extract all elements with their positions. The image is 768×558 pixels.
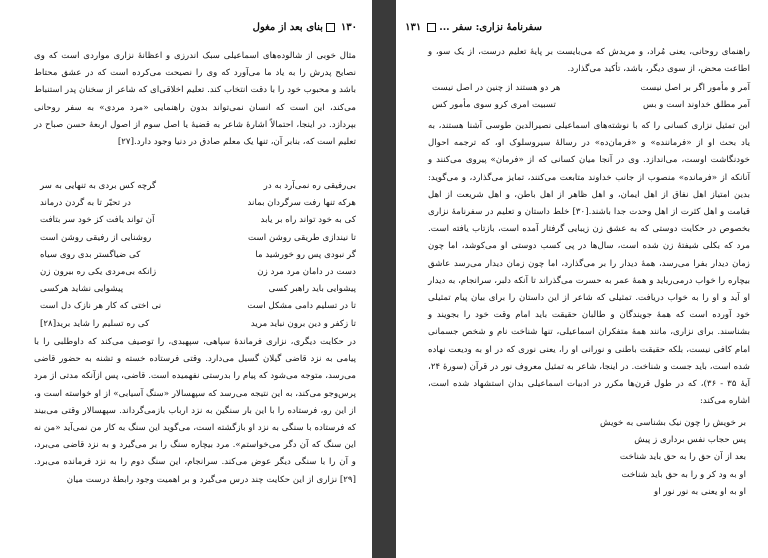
left-paragraph-2 — [34, 334, 356, 489]
verse-left: کی ضیاگستر بدی روی سیاه — [40, 249, 141, 260]
verse-right: دست در دامان مرد مرد زن — [257, 267, 356, 278]
poem-couplet — [40, 316, 356, 333]
paragraph-text: در حکایت دیگری، نزاری فرماندهٔ سپاهی، سپهبدی، را توصیف می‌کند که داوطلبی را با پیامی به نزد قاضی گیلان گسیل می‌دارد. وقتی فرستاده خسته و تشنه به حضور قاضی می‌رسد، متوجه می‌شود که پیام را بدرستی نفهمیده است. قاضی، پس ازآنکه مدتی از مرد پرس‌وجو می‌کند، به این نتیجه می‌رسد که سپهسالار «سنگ آسیابی» از او خواسته است و، از این رو، فرستاده را با این بار سنگین به نزد ارباب بازمی‌گرداند. سپهسالار وقتی می‌بیند که فرستاده با سنگی به نزد او بازگشته است، می‌گوید این سنگ به کار من نمی‌آید «من نه این سنگ که آن دگر می‌خواستم». مرد بیچاره سنگ را بر می‌گیرد و به نزد قاضی می‌برد، و آن را با سنگی دیگر عوض می‌کند. سرانجام، این سنگ دوم را به نزد فرمانده می‌برد.[۲۹] نزاری از این حکایت چند درس می‌گیرد و بر اهمیت وجود رابطهٔ درست میان — [34, 337, 356, 485]
verse-left: کی ره تسلیم را شاید برید[۲۸] — [40, 318, 150, 329]
left-poem — [40, 178, 356, 333]
verse-left: هر دو هستند از چنین در اصل نیست — [432, 83, 561, 93]
right-page-number: ۱۳۱ — [405, 22, 422, 33]
verse-right: تا نیندازی طریقی روشن است — [247, 232, 356, 243]
poem-couplet — [40, 247, 356, 264]
verse-left: روشنایی از رفیقی روشن است — [40, 232, 152, 243]
verse-right: آمر و مأمور اگر بر اصل نیست — [640, 83, 750, 93]
poem-couplet — [40, 281, 356, 298]
poem-couplet — [40, 178, 356, 195]
poem-couplet — [40, 230, 356, 247]
right-page-header — [405, 22, 542, 38]
verse-left: آن تواند یافت کز خود سر بتافت — [40, 215, 155, 226]
verse-right: کی به خود تواند راه بر یابد — [260, 215, 356, 226]
poem-couplet — [40, 212, 356, 229]
poem-couplet — [40, 298, 356, 315]
left-page-header — [236, 22, 360, 38]
poem-line: بعد از آن حق را به حق باید شناخت — [619, 452, 746, 463]
verse-right: تا در تسلیم دامی مشکل است — [247, 301, 356, 312]
verse-left: در تحیّر تا به گردن درماند — [40, 198, 131, 209]
paragraph-text: مثال خوبی از شالوده‌های اسماعیلی سبک اندرزی و اعظانهٔ نزاری مواردی است که وی نصایح پدرش را به یاد ما می‌آورد که وی را نصیحت می‌کرده است که در عشق محتاط باشد و محبوب خود را با دقت انتخاب کند. تعلیم اخلاقی‌ای که شاعر از سخنان پدر استنباط می‌کند، این است که انسان نمی‌تواند بدون راهنمایی «مرد مردی» به سفر روحانی بپردازد. در اینجا، احتمالاً اشارهٔ شاعر به قضیهٔ یا اصل سوم از اصول اربعهٔ حسن صباح در تعلیم است که، بنابر آن، تنها یک معلم صادق در دنیا وجود دارد.[۲۷] — [34, 51, 356, 148]
left-page-number: ۱۳۰ — [340, 22, 357, 33]
header-square-icon — [427, 23, 436, 32]
right-verses — [432, 80, 750, 114]
header-square-icon — [326, 23, 335, 32]
verse-left: زانکه بی‌مردی یکی ره بیرون زن — [40, 267, 157, 278]
right-paragraph-2 — [428, 118, 750, 410]
left-page — [0, 0, 372, 558]
right-running-head: سفرنامهٔ نزاری: سفر ... — [439, 22, 542, 33]
paragraph-text: این تمثیل نزاری کسانی را که با نوشته‌های اسماعیلی نصیرالدین طوسی آشنا هستند، به یاد بحث او از «فرماننده» و «فرمان‌ده» در رسالهٔ سیروسلوک او، که ترجمه احوال خودنگاشت اوست، می‌اندازد. وی در آنجا میان کسانی که از «فرمان» پیروی می‌کنند و آنانکه از «فرمانده» منصوب از جانب خداوند متابعت می‌کنند، تمایز می‌گذارد، و می‌گوید: بدین امتیاز اهل نفاق از اهل ایمان، و اهل ظاهر از اهل باطن، و اهل شریعت از اهل قیامت و اهل کثرت از اهل وحدت جدا باشند.[۳۰] خلط داستان و تعلیم در سفرنامهٔ نزاری بخصوص در حکایت دوستی که به عشق زن زیبایی گرفتار آمده است، بازتاب یافته است. مرد که بکلی شیفتهٔ زن شده است، سال‌ها در پی کسب دوستی او می‌کوشد، اما چون زمان دیدار بفرا می‌رسد، همهٔ دیدار را بر می‌گذارد، اما چون زمان دیدار می‌رسد عاشق بیچاره را خواب درمی‌رباید و همهٔ عمر به حسرت می‌گذراند تا آنکه دلبر، سرانجام، به دیدار او آید و او را به خواب دریافت. تمثیلی که شاعر از این داستان را برای بیان پیام تمثیلی خود آورده است که همهٔ جویندگان و طالبان حقیقت باید امام وقت خود را بجویند و بشناسند. برای نزاری، مانند همهٔ متفکران اسماعیلی، تنها شناخت نام و شخص جسمانی امام کافی نیست، بلکه حقیقت باطنی و نورانی او را، یعنی نوری که در او به ودیعت نهاده شده است، باید جست و شناخت. در اینجا، شاعر به تمثیل معروف نور در قرآن (سورهٔ ۲۴، آیهٔ ۳۵ - ۳۶)، که در طول قرن‌ها مکرر در ادبیات اسماعیلی بدان استشهاد شده است، اشاره می‌کند: — [428, 121, 750, 407]
poem-line: پس حجاب نفس برداری ز پیش — [634, 435, 746, 446]
verse-left: تسبیت امری کرو سوی مأمور کس — [432, 100, 556, 111]
poem-line: بر خویش را چون نیک بشناسی به خویش — [600, 418, 746, 428]
verse-left: نی اختی که کار هر نازک دل است — [40, 301, 162, 312]
left-running-head: بنای بعد از مغول — [252, 22, 323, 33]
right-page — [396, 0, 768, 558]
poem-couplet — [432, 97, 750, 114]
verse-right: بی‌رفیقی ره نمی‌آرد به در — [263, 181, 356, 191]
poem-line: او به او یعنی به نور نور او — [654, 486, 746, 497]
poem-couplet — [40, 264, 356, 281]
verse-right: هرکه تنها رفت سرگردان بماند — [247, 198, 356, 209]
verse-right: آمر مطلق خداوند است و بس — [643, 100, 750, 111]
verse-right: تا زکفر و دین برون نباید مرید — [250, 318, 356, 329]
verse-left: پیشوایی نشاید هرکسی — [40, 284, 124, 295]
right-poem — [456, 415, 746, 501]
paragraph-text: راهنمای روحانی، یعنی مُراد، و مریدش که می‌بایست بر پایهٔ تعلیم درست، از یک سو، و اطاعت محض، از سوی دیگر، باشد، تأکید می‌گذارد. — [428, 47, 750, 75]
verse-right: گر نبودی پس رو خورشید ما — [255, 249, 356, 260]
right-paragraph-1 — [428, 44, 750, 78]
book-spine — [372, 0, 396, 558]
verse-left: گرچه کس بردی به تنهایی به سر — [40, 181, 157, 191]
verse-right: پیشوایی باید راهبر کسی — [268, 284, 356, 295]
poem-couplet — [40, 195, 356, 212]
left-paragraph-1 — [34, 48, 356, 151]
poem-couplet — [432, 80, 750, 97]
poem-line: او به ود کر و را به حق باید شناخت — [621, 469, 746, 480]
